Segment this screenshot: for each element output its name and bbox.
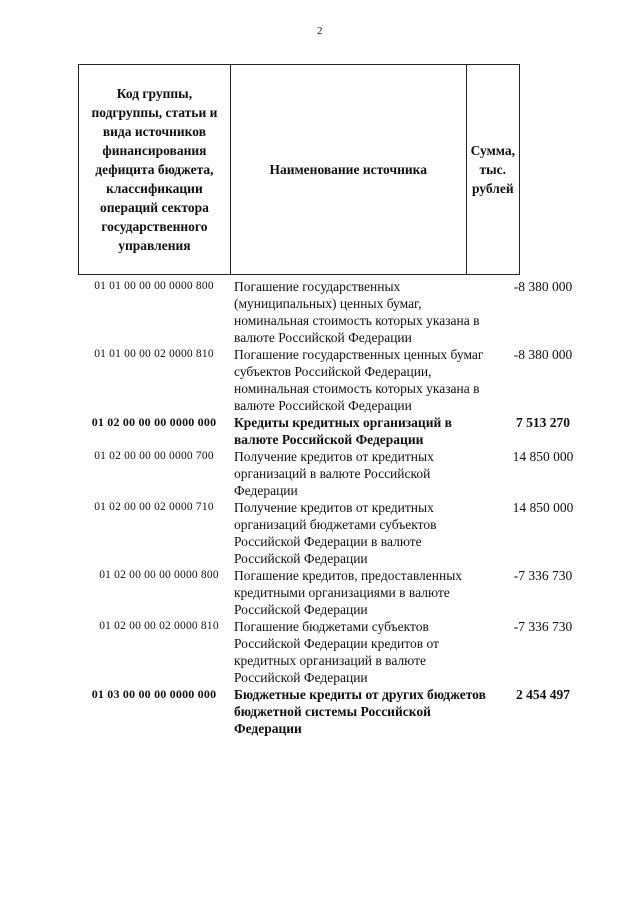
row-sum: -7 336 730 <box>513 619 573 634</box>
row-name: Погашение бюджетами субъектов Российской Федерации кредитов от кредитных организаций в валюте Российской Федерации <box>234 619 439 685</box>
row-sum: -8 380 000 <box>513 347 573 362</box>
header-sum-column: Сумма, тыс. рублей <box>470 143 515 196</box>
table-row <box>78 618 598 686</box>
page-number: 2 <box>317 25 323 37</box>
row-sum: -8 380 000 <box>513 279 573 294</box>
row-name: Погашение кредитов, предоставленных кредитными организациями в валюте Российской Федерации <box>234 568 463 617</box>
table-row <box>78 346 598 414</box>
row-sum: -7 336 730 <box>513 568 573 583</box>
header-code-column: Код группы, подгруппы, статьи и вида источников финансирования дефицита бюджета, классификации операций сектора государственного управления <box>79 65 231 274</box>
header-name-column: Наименование источника <box>231 65 467 274</box>
row-code: 01 01 00 00 00 0000 800 <box>94 280 214 292</box>
row-name: Бюджетные кредиты от других бюджетов бюджетной системы Российской Федерации <box>234 687 486 736</box>
row-name: Погашение государственных ценных бумаг субъектов Российской Федерации, номинальная стоимость которых указана в валюте Российской Федерации <box>234 347 484 413</box>
row-code: 01 03 00 00 00 0000 000 <box>91 687 217 701</box>
table-header <box>78 64 520 275</box>
row-name: Погашение государственных (муниципальных) ценных бумаг, номинальная стоимость которых указана в валюте Российской Федерации <box>234 279 480 345</box>
row-name: Получение кредитов от кредитных организаций бюджетами субъектов Российской Федерации в валюте Российской Федерации <box>234 500 437 566</box>
row-code: 01 02 00 00 00 0000 000 <box>91 415 217 429</box>
row-code: 01 02 00 00 02 0000 710 <box>94 501 214 513</box>
table-row <box>78 278 598 346</box>
row-name: Кредиты кредитных организаций в валюте Российской Федерации <box>234 415 452 447</box>
row-sum: 2 454 497 <box>516 687 570 702</box>
row-sum: 14 850 000 <box>512 449 574 464</box>
table-row <box>78 414 598 448</box>
table-row <box>78 686 598 737</box>
row-code: 01 02 00 00 00 0000 800 <box>99 569 219 581</box>
row-sum: 7 513 270 <box>516 415 570 430</box>
table-body <box>78 278 598 737</box>
row-sum: 14 850 000 <box>512 500 574 515</box>
row-code: 01 01 00 00 02 0000 810 <box>94 348 214 360</box>
row-code: 01 02 00 00 00 0000 700 <box>94 450 214 462</box>
table-row <box>78 499 598 567</box>
table-row <box>78 567 598 618</box>
row-code: 01 02 00 00 02 0000 810 <box>99 620 219 632</box>
table-row <box>78 448 598 499</box>
row-name: Получение кредитов от кредитных организаций в валюте Российской Федерации <box>234 449 434 498</box>
